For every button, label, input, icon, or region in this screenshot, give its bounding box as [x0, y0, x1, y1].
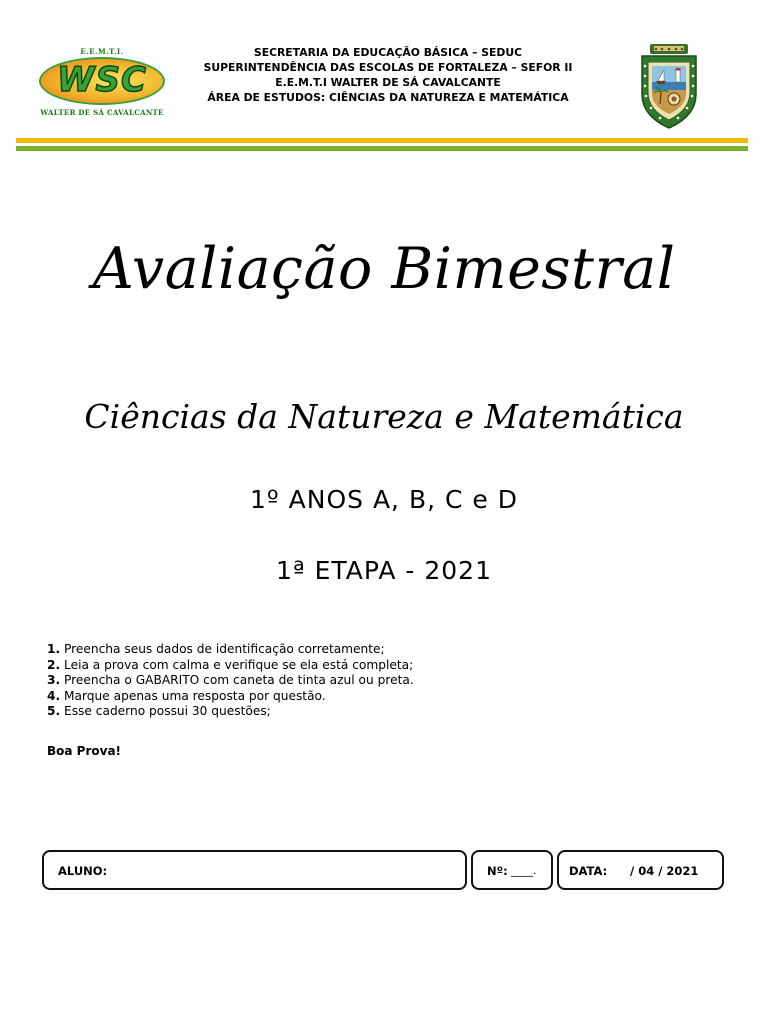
closing-message: Boa Prova! [47, 744, 122, 758]
instruction-item [47, 642, 547, 658]
instruction-item [47, 658, 547, 674]
header-line-secretariat: SECRETARIA DA EDUCAÇÃO BÁSICA – SEDUC [253, 46, 523, 59]
instruction-text: Marque apenas uma resposta por questão. [60, 688, 326, 703]
date-field[interactable] [557, 850, 724, 890]
header-band-green [16, 146, 748, 151]
header-text-block [180, 45, 596, 105]
date-value: / 04 / 2021 [630, 864, 699, 878]
student-name-label: ALUNO: [58, 864, 108, 878]
header-line-superintendence: SUPERINTENDÊNCIA DAS ESCOLAS DE FORTALEZA – SEFOR II [203, 61, 573, 74]
grade-classes: 1º ANOS A, B, C e D [250, 485, 518, 514]
school-logo-bottom-text: WALTER DE SÁ CAVALCANTE [40, 108, 164, 117]
school-logo [30, 44, 174, 122]
header-line-study-area: ÁREA DE ESTUDOS: CIÊNCIAS DA NATUREZA E MATEMÁTICA [207, 91, 569, 104]
instruction-text: Preencha seus dados de identificação corretamente; [60, 642, 385, 656]
document-title: Avaliação Bimestral [92, 236, 676, 302]
instruction-text: Leia a prova com calma e verifique se ela está completa; [60, 657, 414, 672]
date-label: DATA: [569, 864, 608, 878]
page-header [0, 0, 768, 150]
instruction-item [47, 673, 547, 689]
exam-stage: 1ª ETAPA - 2021 [276, 556, 492, 585]
instruction-number: 1. [47, 642, 61, 656]
student-name-field[interactable] [42, 850, 467, 890]
instructions-list [47, 642, 547, 720]
instruction-item [47, 704, 547, 720]
student-number-field[interactable] [471, 850, 553, 890]
school-logo-top-text: E.E.M.T.I. [80, 47, 124, 56]
instruction-number: 4. [47, 688, 61, 703]
instruction-number: 5. [47, 704, 61, 718]
student-number-blank: ____. [511, 864, 537, 877]
state-crest-icon [636, 42, 702, 130]
instruction-item [47, 689, 547, 705]
instruction-number: 3. [47, 673, 61, 687]
document-subtitle: Ciências da Natureza e Matemática [84, 397, 684, 436]
header-line-school: E.E.M.T.I WALTER DE SÁ CAVALCANTE [275, 76, 501, 89]
header-band-yellow [16, 138, 748, 143]
student-number-label: Nº: [487, 864, 508, 878]
instruction-text: Preencha o GABARITO com caneta de tinta azul ou preta. [60, 673, 414, 687]
school-logo-letters: WSC [57, 60, 147, 100]
instruction-number: 2. [47, 657, 61, 672]
instruction-text: Esse caderno possui 30 questões; [60, 704, 271, 718]
